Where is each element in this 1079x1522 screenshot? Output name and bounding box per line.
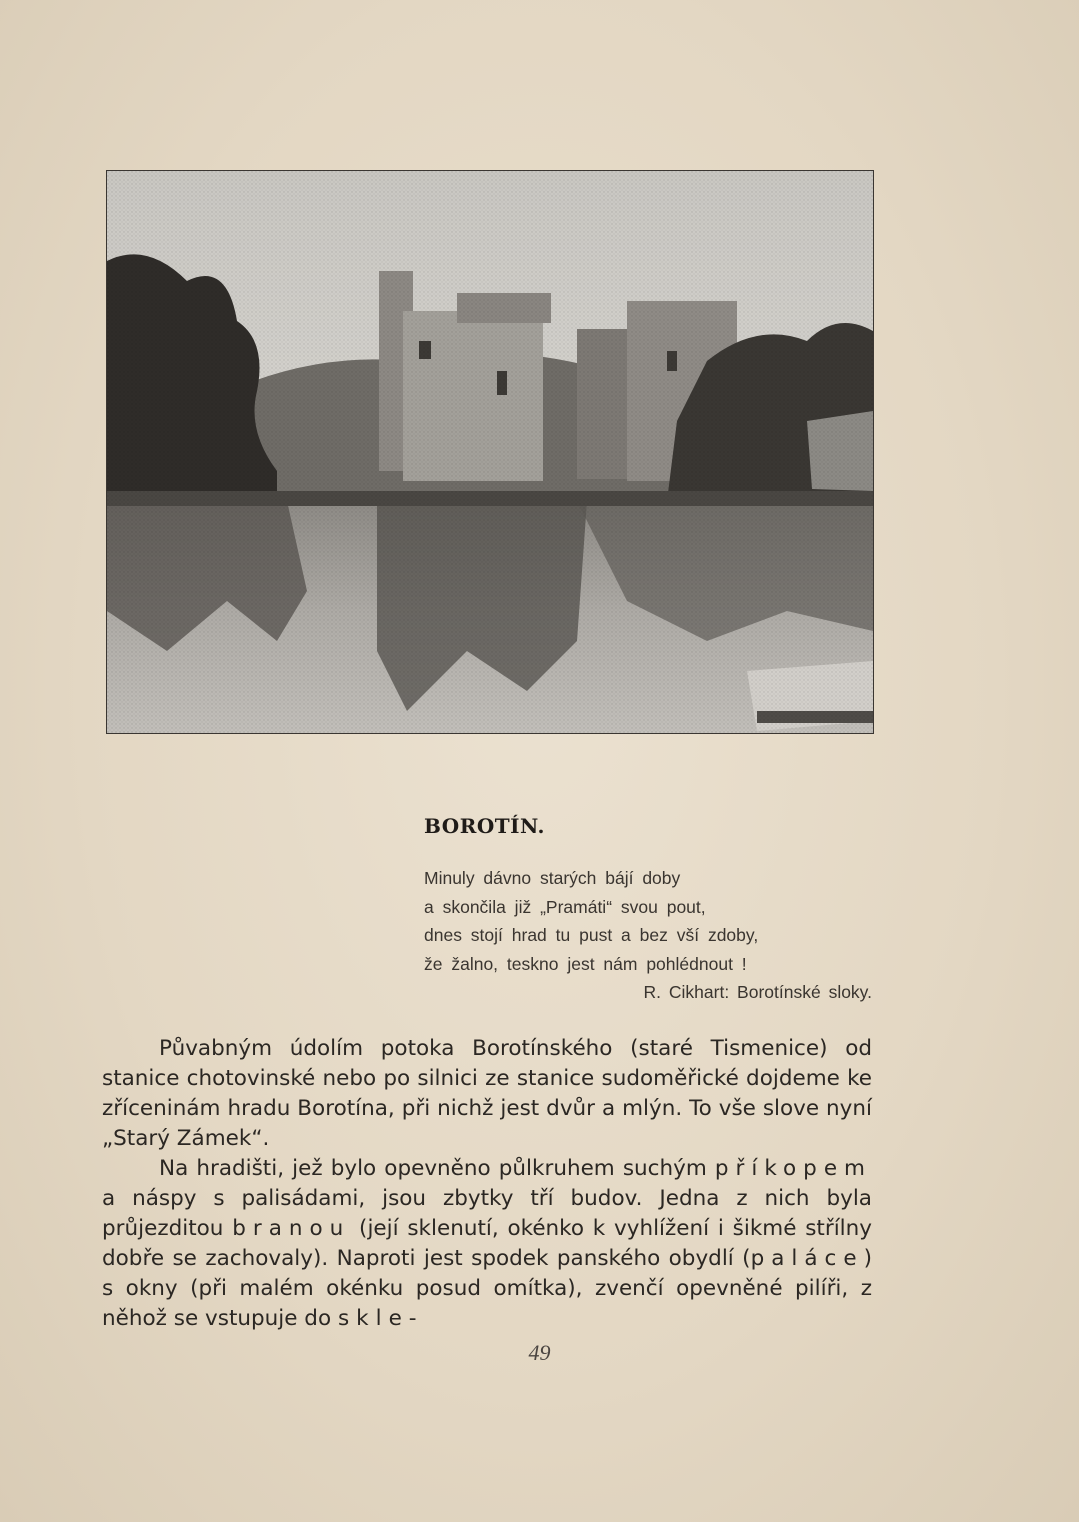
text-run: ) s okny (při malém okénku posud omítka), zvenčí opevněné pilíři, z něhož se vstupuje do (102, 1246, 872, 1331)
main-text (102, 1034, 872, 1334)
paragraph-2 (102, 1154, 872, 1334)
page-number: 49 (528, 1340, 551, 1365)
emphasis-sklep: skle- (337, 1306, 424, 1331)
text-run: (její sklenutí, okénko k vyhlížení i šikmé střílny dobře se zachovaly). Naproti jest spodek panského obydlí ( (102, 1216, 872, 1271)
poem-line: dnes stojí hrad tu pust a bez vší zdoby, (424, 925, 759, 945)
poem-line: že žalno, teskno jest nám pohlédnout ! (424, 953, 747, 974)
page-title: BOROTÍN. (424, 814, 545, 838)
text-run: Na hradišti, jež bylo opevněno půlkruhem suchým (159, 1156, 715, 1181)
epigraph-poem (424, 868, 874, 1011)
emphasis-brana: branou (232, 1216, 351, 1241)
text-run: a náspy s palisádami, jsou zbytky tří budov. Jedna z nich byla průjezditou (102, 1186, 872, 1241)
poem-attribution: R. Cikhart: Borotínské sloky. (643, 982, 872, 1002)
poem-line: Minuly dávno starých bájí doby (424, 868, 681, 888)
emphasis-palac: paláce (750, 1246, 864, 1271)
paragraph-1: Půvabným údolím potoka Borotínského (staré Tismenice) od stanice chotovinské nebo po silnici ze stanice sudoměřické dojdeme ke zříceninám hradu Borotína, při nichž jest dvůr a mlýn. To vše slove nyní „Starý Zámek“. (102, 1036, 872, 1151)
emphasis-prikop: příkopem (714, 1156, 872, 1181)
poem-line: a skončila již „Pramáti“ svou pout, (424, 896, 706, 917)
castle-ruins-photo (106, 170, 874, 734)
